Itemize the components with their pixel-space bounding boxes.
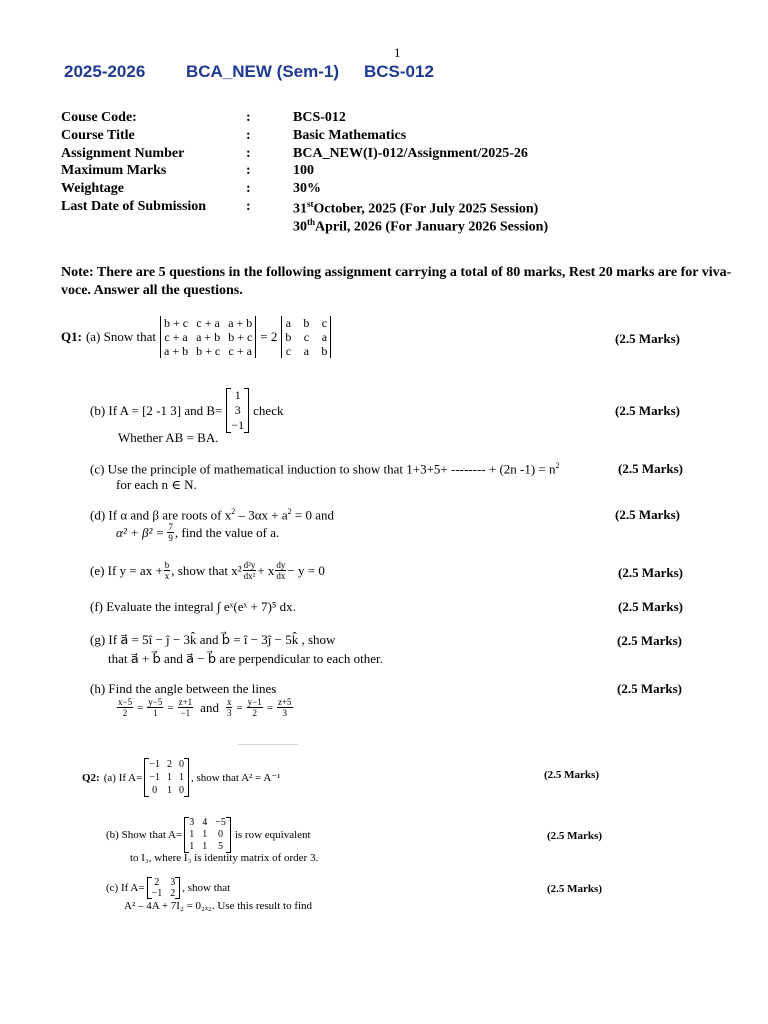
det-cell: a <box>303 344 310 358</box>
meta-colon: : <box>246 199 251 214</box>
fraction-numerator: y−1 <box>247 697 262 707</box>
equals-sign: = <box>266 701 273 714</box>
q1c-line2: for each n ∈ N. <box>116 477 197 492</box>
q1-part-g: (g) If a⃗ = 5î − ĵ − 3k̂ and b⃗ = î − 3ĵ − 5k̂ , show <box>90 632 336 647</box>
det-cell: c <box>321 316 328 330</box>
fraction-numerator: x−5 <box>118 697 133 707</box>
matrix-cell: 2 <box>154 877 160 888</box>
header-year: 2025-2026 <box>64 62 146 81</box>
q2b-suffix: is row equivalent <box>234 829 311 841</box>
det-cell: b <box>321 344 328 358</box>
fraction-denominator: −1 <box>180 708 191 718</box>
matrix-cell: 2 <box>166 759 172 770</box>
q1a-prefix: (a) Snow that <box>85 329 156 344</box>
meta-value-course-code: BCS-012 <box>293 110 346 125</box>
date-day: 31 <box>293 201 307 217</box>
q1d-sup: 2 <box>231 507 236 516</box>
matrix-cell: 1 <box>178 772 184 783</box>
and-word: and <box>200 699 219 715</box>
fraction-denominator: 9 <box>168 533 173 543</box>
matrix-cell: 1 <box>189 829 195 840</box>
q1b-prefix: (b) If A = [2 -1 3] and B= <box>90 402 223 418</box>
matrix-cell: 0 <box>178 759 184 770</box>
fraction <box>226 697 233 718</box>
q2a-prefix: (a) If A= <box>103 771 143 784</box>
fraction-denominator: 2 <box>122 708 128 718</box>
date-rest: April, 2026 (For January 2026 Session) <box>315 219 549 235</box>
fraction-numerator: y−5 <box>148 697 163 707</box>
q1c-sup: 2 <box>555 461 560 470</box>
date-ordinal: st <box>307 199 314 209</box>
q1b-suffix: check <box>253 402 284 418</box>
q1-part-a <box>61 316 331 358</box>
matrix-cell: 1 <box>202 829 208 840</box>
q1e-prefix: (e) If y = ax + <box>90 562 163 578</box>
fraction-denominator: 3 <box>226 708 232 718</box>
q2c-prefix: (c) If A= <box>106 882 145 894</box>
matrix-cell: 0 <box>152 785 158 796</box>
equals-sign: = <box>236 701 243 714</box>
det-cell: a <box>285 316 292 330</box>
q1d-text-c: = 0 and <box>291 507 334 523</box>
det-cell: b + c <box>196 344 221 358</box>
equals-sign: = <box>167 701 174 714</box>
fraction-numerator: z+1 <box>178 697 193 707</box>
meta-colon: : <box>246 146 251 161</box>
q1-part-f: (f) Evaluate the integral ∫ eˣ(eˣ + 7)⁵ dx. <box>90 599 296 614</box>
q1h-marks: (2.5 Marks) <box>617 681 682 696</box>
fraction <box>178 697 194 718</box>
meta-value-weightage: 30% <box>293 181 321 196</box>
q2-part-c <box>106 877 230 899</box>
fraction-denominator: dx <box>276 571 286 581</box>
q1d-sup: 2 <box>287 507 292 516</box>
meta-label-assignment-number: Assignment Number <box>61 146 185 161</box>
fraction-numerator: dy <box>276 560 286 570</box>
q1d-lhs: α² + β² = <box>116 524 165 540</box>
matrix-cell: 1 <box>166 772 172 783</box>
matrix-cell: 2 <box>170 888 176 899</box>
det-cell: c <box>285 344 292 358</box>
det-cell: a + b <box>228 316 253 330</box>
date-rest: October, 2025 (For July 2025 Session) <box>313 201 539 217</box>
matrix-cell: 1 <box>234 388 241 402</box>
q1b-marks: (2.5 Marks) <box>615 403 680 418</box>
matrix-cell: 1 <box>189 841 195 852</box>
q1d-text-a: (d) If α and β are roots of x <box>90 507 232 523</box>
meta-value-maximum-marks: 100 <box>293 163 314 178</box>
fraction-denominator: 3 <box>282 708 287 718</box>
matrix-cell: −1 <box>149 759 160 770</box>
q1d-line2 <box>116 522 279 543</box>
meta-colon: : <box>246 128 251 143</box>
q2-label: Q2: <box>82 771 100 784</box>
matrix-cell: −5 <box>215 817 226 828</box>
matrix-cell: 0 <box>218 829 223 840</box>
fraction <box>277 697 293 718</box>
meta-value-course-title: Basic Mathematics <box>293 128 407 143</box>
meta-value-date-july <box>293 199 538 218</box>
matrix-cell: −1 <box>231 418 245 432</box>
q1a-marks: (2.5 Marks) <box>615 331 680 346</box>
meta-label-course-code: Couse Code: <box>61 110 137 125</box>
matrix-cell: 4 <box>202 817 208 828</box>
meta-colon: : <box>246 181 251 196</box>
fraction-numerator: b <box>164 560 170 570</box>
q2b-line2: to I₃, where I₃ is identity matrix of order 3. <box>130 852 319 864</box>
det-cell: c + a <box>164 330 188 344</box>
det-cell: a <box>321 330 328 344</box>
faint-divider <box>238 744 298 745</box>
q2c-marks: (2.5 Marks) <box>547 883 602 895</box>
q1a-determinant-left <box>160 316 256 358</box>
q1-part-c <box>90 461 560 477</box>
q1-part-h: (h) Find the angle between the lines <box>90 681 277 696</box>
fraction <box>147 697 163 718</box>
header-code: BCS-012 <box>364 62 434 81</box>
det-cell: c <box>303 330 310 344</box>
matrix-cell: 1 <box>166 785 172 796</box>
fraction <box>167 522 174 543</box>
fraction <box>275 560 286 581</box>
fraction-denominator: dx² <box>243 571 256 581</box>
header-program: BCA_NEW (Sem-1) <box>186 62 340 81</box>
matrix-cell: 3 <box>189 817 195 828</box>
det-cell: c + a <box>228 344 252 358</box>
q1e-plus: + x <box>257 562 275 578</box>
det-cell: c + a <box>196 316 220 330</box>
fraction <box>164 560 171 581</box>
matrix-cell: 0 <box>178 785 184 796</box>
q1d-tail: , find the value of a. <box>174 524 280 540</box>
meta-colon: : <box>246 110 251 125</box>
q1g-line2: that a⃗ + b⃗ and a⃗ − b⃗ are perpendicular to each other. <box>108 651 383 666</box>
q1-part-d <box>90 507 334 523</box>
q2b-matrix <box>184 817 231 853</box>
det-cell: a + b <box>164 344 189 358</box>
page-number: 1 <box>394 45 401 60</box>
meta-label-maximum-marks: Maximum Marks <box>61 163 167 178</box>
q1d-text-b: – 3αx + a <box>235 507 288 523</box>
meta-colon: : <box>246 163 251 178</box>
matrix-cell: −1 <box>151 888 163 899</box>
matrix-cell: 3 <box>170 877 176 888</box>
fraction-denominator: 2 <box>252 708 257 718</box>
q2b-marks: (2.5 Marks) <box>547 830 602 842</box>
fraction <box>117 697 133 718</box>
date-ordinal: th <box>307 217 316 227</box>
q1b-column-matrix <box>226 388 249 433</box>
fraction-denominator: 1 <box>153 708 158 718</box>
fraction <box>243 560 257 581</box>
q2c-matrix <box>147 877 181 899</box>
date-day: 30 <box>293 219 307 235</box>
q2a-marks: (2.5 Marks) <box>544 769 599 781</box>
matrix-cell: −1 <box>149 772 160 783</box>
q1-part-e <box>90 560 325 581</box>
meta-value-date-january <box>293 217 548 236</box>
meta-label-weightage: Weightage <box>61 181 124 196</box>
meta-label-last-date: Last Date of Submission <box>61 199 207 214</box>
q2a-matrix <box>144 758 189 797</box>
q2c-suffix: , show that <box>182 882 231 894</box>
assignment-note: Note: There are 5 questions in the following assignment carrying a total of 80 marks, Rest 20 marks are for viva-voce. Answer all the questions. <box>61 265 732 298</box>
matrix-cell: 5 <box>218 841 223 852</box>
det-cell: b + c <box>228 330 253 344</box>
det-cell: b + c <box>164 316 189 330</box>
fraction-denominator: x <box>164 571 170 581</box>
q1e-end: − y = 0 <box>287 562 325 578</box>
det-cell: a + b <box>196 330 221 344</box>
meta-value-assignment-number: BCA_NEW(I)-012/Assignment/2025-26 <box>293 146 528 161</box>
fraction-numerator: x <box>226 697 232 707</box>
fraction <box>247 697 263 718</box>
q1e-mid: , show that x² <box>171 562 242 578</box>
q1c-line1: (c) Use the principle of mathematical induction to show that 1+3+5+ -------- + (2n -1) = n <box>90 461 556 477</box>
fraction-numerator: z+5 <box>277 697 292 707</box>
q1a-equals: = 2 <box>260 329 278 344</box>
q1f-marks: (2.5 Marks) <box>618 599 683 614</box>
q1d-marks: (2.5 Marks) <box>615 507 680 522</box>
q2-part-a <box>82 758 280 797</box>
matrix-cell: 1 <box>202 841 208 852</box>
meta-label-course-title: Course Title <box>61 128 135 143</box>
matrix-cell: 3 <box>234 403 241 417</box>
fraction-numerator: d²y <box>243 560 256 570</box>
q1e-marks: (2.5 Marks) <box>618 565 683 580</box>
equals-sign: = <box>137 701 144 714</box>
fraction-numerator: 7 <box>168 522 173 532</box>
q1b-line2: Whether AB = BA. <box>118 430 219 445</box>
det-cell: b <box>303 316 310 330</box>
q2b-prefix: (b) Show that A= <box>106 829 183 841</box>
q1g-marks: (2.5 Marks) <box>617 633 682 648</box>
q1h-equations <box>116 697 294 718</box>
q1a-determinant-right <box>281 316 331 358</box>
q2a-suffix: , show that A² = A⁻¹ <box>190 772 281 784</box>
det-cell: b <box>285 330 292 344</box>
q1-part-b <box>90 388 283 433</box>
q2c-line2: A² – 4A + 7I₂ = 0₂ₓ₂. Use this result to find <box>124 900 313 912</box>
q2-part-b <box>106 817 311 853</box>
q1c-marks: (2.5 Marks) <box>618 461 683 476</box>
q1-label: Q1: <box>61 329 82 344</box>
